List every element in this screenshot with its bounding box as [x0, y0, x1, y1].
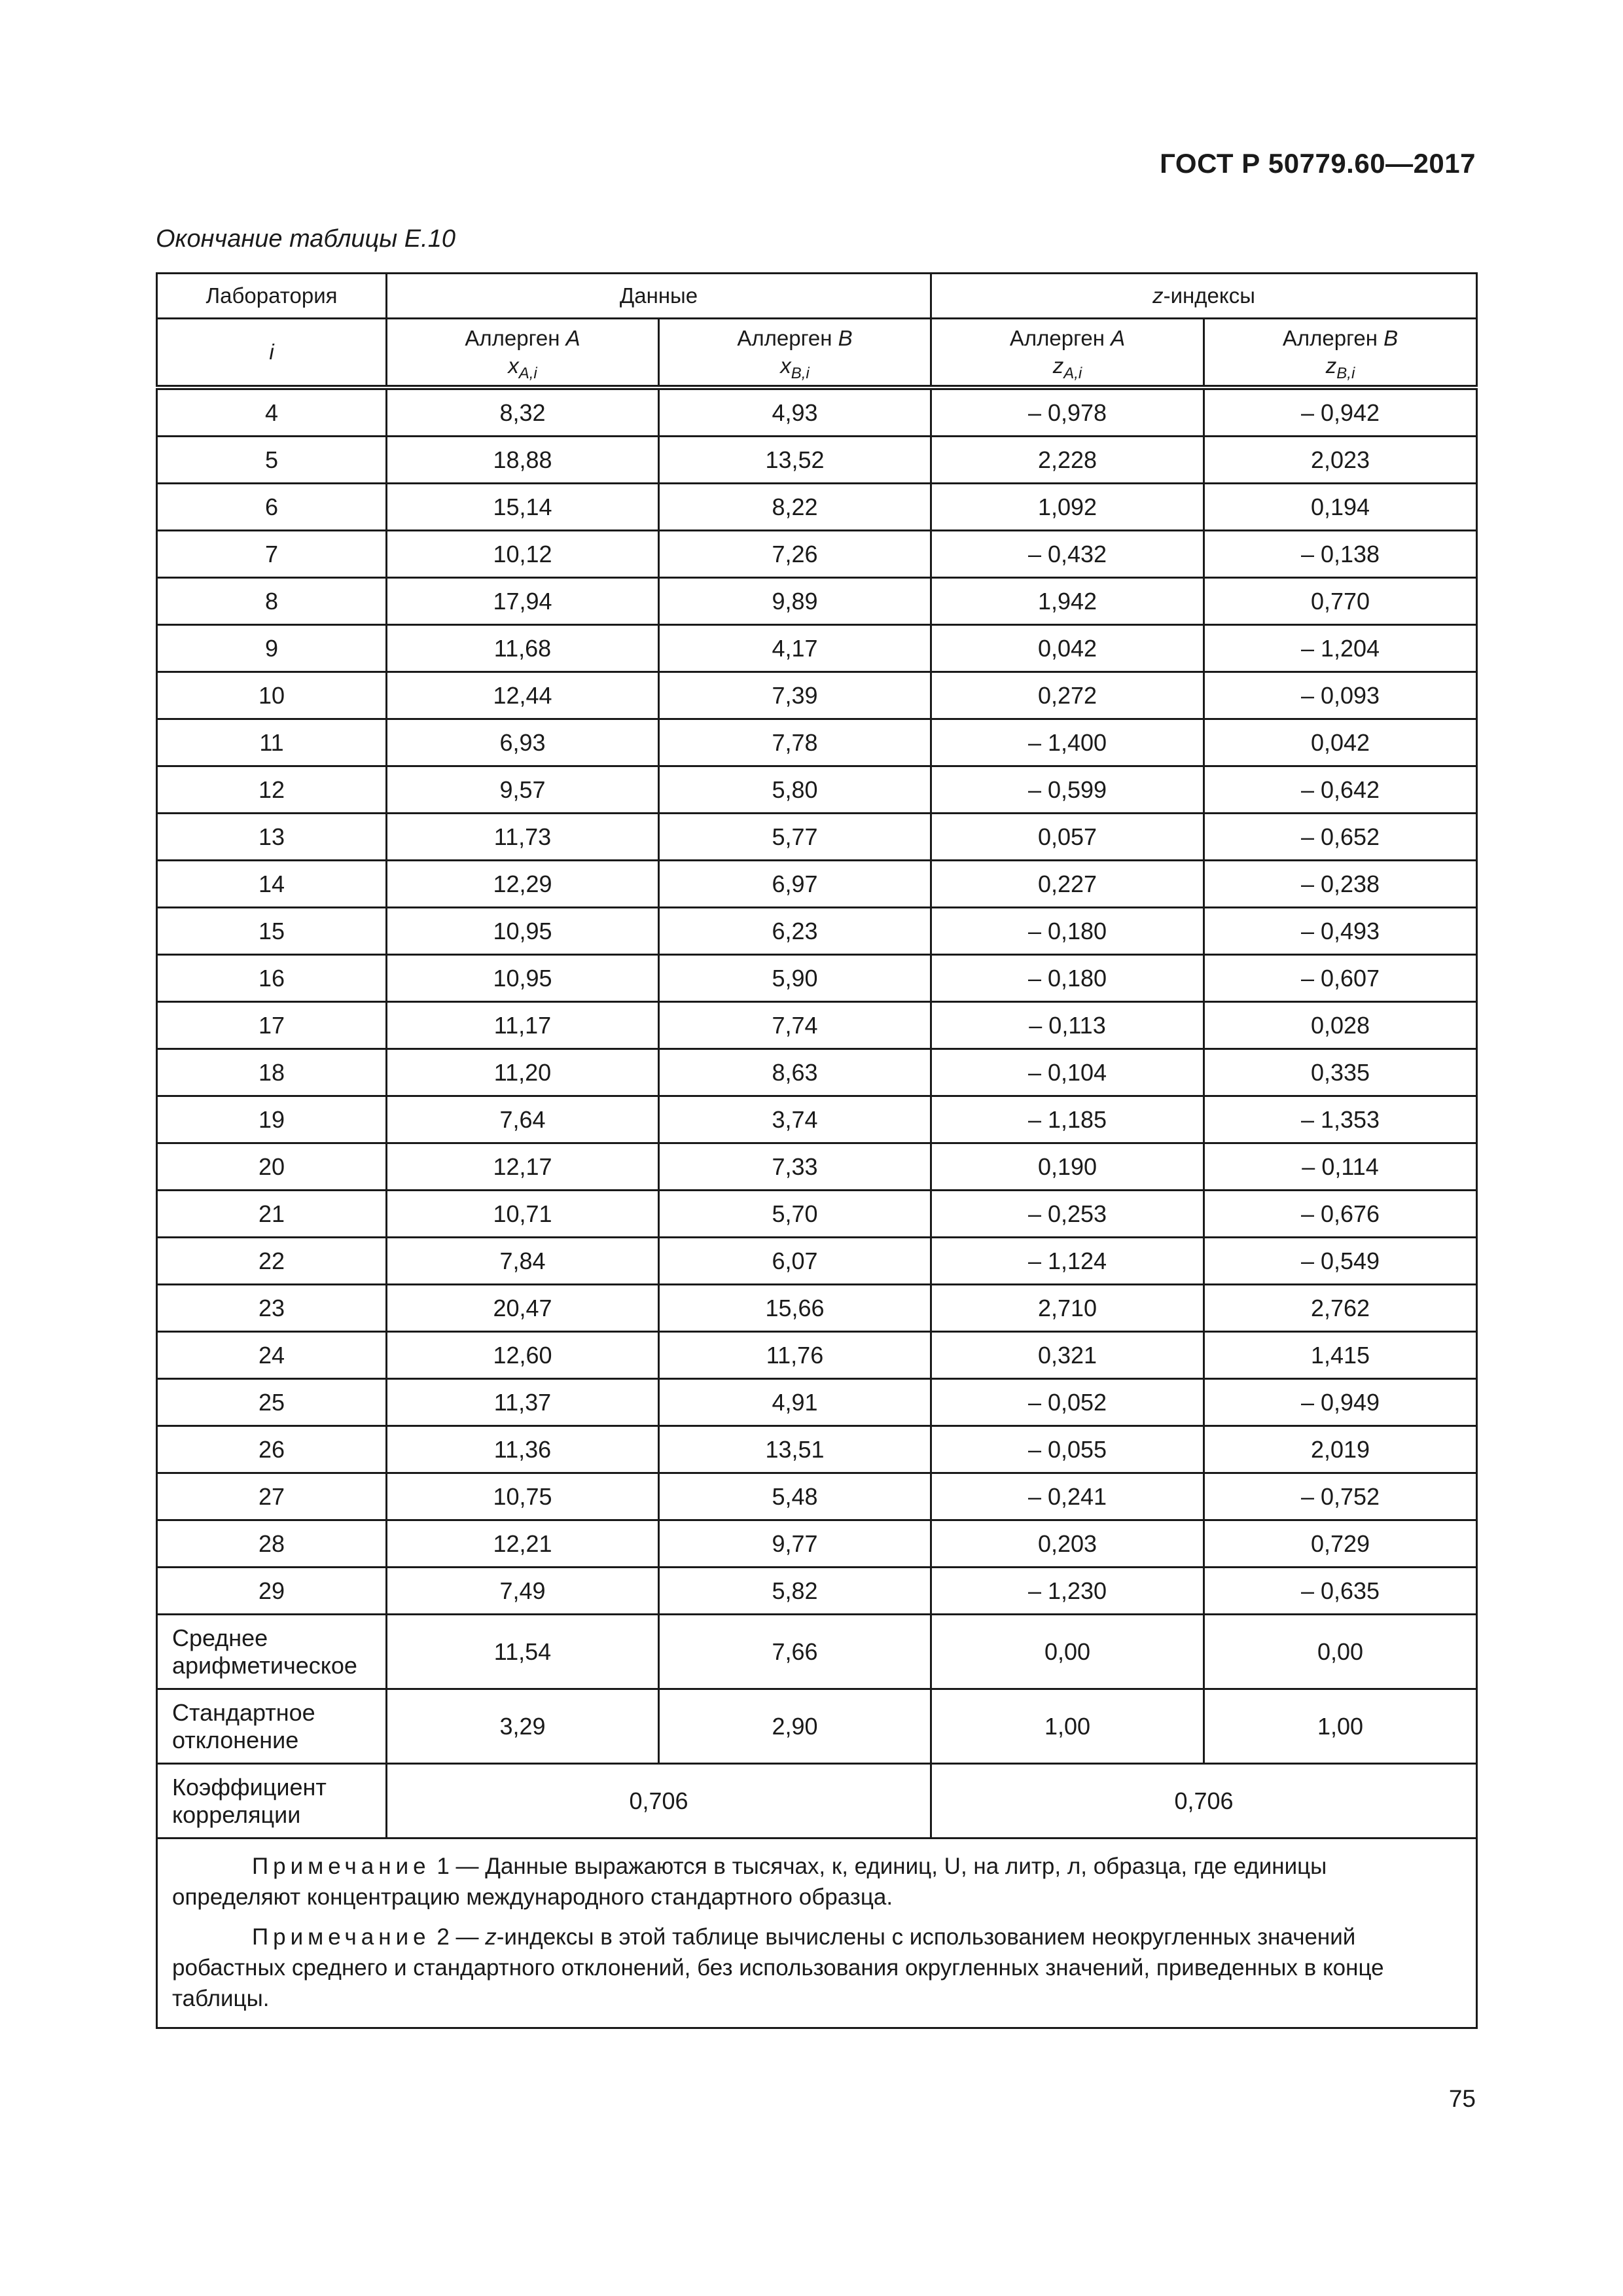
header-row-columns — [157, 319, 1477, 388]
summary-label — [157, 1615, 387, 1689]
table-cell: – 0,052 — [931, 1379, 1204, 1426]
table-cell: 24 — [157, 1332, 387, 1379]
table-cell: 0,321 — [931, 1332, 1204, 1379]
table-cell: 1,942 — [931, 578, 1204, 625]
table-cell: 0,190 — [931, 1143, 1204, 1191]
table-cell: 12,29 — [387, 861, 659, 908]
table-cell: 11,73 — [387, 814, 659, 861]
allergen-word: Аллерген — [1282, 326, 1378, 350]
table-row — [157, 1191, 1477, 1238]
table-cell: 20 — [157, 1143, 387, 1191]
table-cell: – 0,093 — [1204, 672, 1477, 719]
table-cell: 1,00 — [1204, 1689, 1477, 1764]
table-cell: 5,77 — [659, 814, 931, 861]
table-cell: 8,32 — [387, 387, 659, 437]
table-cell: 8,63 — [659, 1049, 931, 1096]
table-cell: 7,84 — [387, 1238, 659, 1285]
subscript: B,i — [791, 365, 810, 382]
note-text: — Данные выражаются в тысячах, к, единиц, U, на литр, л, образца, где единицы определяют концентрацию международного стандартного образца. — [172, 1854, 1327, 1910]
table-cell: – 1,400 — [931, 719, 1204, 766]
table-cell: 13 — [157, 814, 387, 861]
notes-row — [157, 1839, 1477, 2028]
table-cell: 7 — [157, 531, 387, 578]
table-cell: 8,22 — [659, 484, 931, 531]
table-cell: 7,49 — [387, 1568, 659, 1615]
table-cell: 6,97 — [659, 861, 931, 908]
note-number: 1 — [430, 1854, 450, 1879]
table-cell: – 0,676 — [1204, 1191, 1477, 1238]
summary-label — [157, 1689, 387, 1764]
header-x-b-symbol — [660, 352, 930, 380]
table-cell: 0,227 — [931, 861, 1204, 908]
label-line: Коэффициент — [172, 1773, 327, 1801]
note-label: Примечание — [252, 1924, 431, 1950]
table-cell: 10,71 — [387, 1191, 659, 1238]
table-cell: 7,78 — [659, 719, 931, 766]
table-cell: 0,042 — [1204, 719, 1477, 766]
table-cell: 12 — [157, 766, 387, 814]
header-lab: Лаборатория — [157, 274, 387, 319]
table-cell: 20,47 — [387, 1285, 659, 1332]
table-cell: 7,39 — [659, 672, 931, 719]
table-row — [157, 1520, 1477, 1568]
allergen-letter: B — [838, 326, 853, 350]
table-cell: 0,00 — [1204, 1615, 1477, 1689]
z-symbol: z — [1152, 283, 1164, 308]
table-row — [157, 1568, 1477, 1615]
table-cell: 0,770 — [1204, 578, 1477, 625]
table-cell: 7,26 — [659, 531, 931, 578]
table-cell: 0,706 — [931, 1764, 1477, 1839]
x-symbol: x — [780, 353, 791, 378]
x-symbol: x — [508, 353, 519, 378]
table-cell: 16 — [157, 955, 387, 1002]
table-cell: – 0,138 — [1204, 531, 1477, 578]
header-x-a-symbol — [387, 352, 658, 380]
header-x-a — [387, 319, 659, 388]
table-cell: 7,74 — [659, 1002, 931, 1049]
table-row — [157, 766, 1477, 814]
table-cell: 4 — [157, 387, 387, 437]
table-cell: 6,07 — [659, 1238, 931, 1285]
table-cell: 13,51 — [659, 1426, 931, 1473]
table-cell: – 0,978 — [931, 387, 1204, 437]
table-cell: 0,042 — [931, 625, 1204, 672]
table-cell: – 0,180 — [931, 955, 1204, 1002]
table-cell: 12,17 — [387, 1143, 659, 1191]
table-row — [157, 531, 1477, 578]
note-2 — [172, 1922, 1461, 2014]
table-cell: 5,48 — [659, 1473, 931, 1520]
table-row — [157, 625, 1477, 672]
table-cell: – 0,104 — [931, 1049, 1204, 1096]
table-cell: 1,092 — [931, 484, 1204, 531]
table-cell: 19 — [157, 1096, 387, 1143]
table-cell: – 0,113 — [931, 1002, 1204, 1049]
table-cell: 23 — [157, 1285, 387, 1332]
table-cell: – 1,185 — [931, 1096, 1204, 1143]
table-cell: 1,00 — [931, 1689, 1204, 1764]
table-row — [157, 861, 1477, 908]
summary-row-mean — [157, 1615, 1477, 1689]
note-text: -индексы в этой таблице вычислены с использованием неокругленных значений робастных среднего и стандартного отклонений, без использования округленных значений, приведенных в конце таблицы. — [172, 1924, 1384, 2011]
table-cell: 27 — [157, 1473, 387, 1520]
table-cell: 6 — [157, 484, 387, 531]
notes-cell — [157, 1839, 1477, 2028]
table-row — [157, 1002, 1477, 1049]
table-cell: 18,88 — [387, 437, 659, 484]
table-cell: 4,17 — [659, 625, 931, 672]
allergen-word: Аллерген — [1009, 326, 1105, 350]
table-cell: 10 — [157, 672, 387, 719]
header-x-b — [659, 319, 931, 388]
table-cell: – 1,230 — [931, 1568, 1204, 1615]
table-cell: 22 — [157, 1238, 387, 1285]
subscript: B,i — [1336, 365, 1355, 382]
table-cell: – 0,114 — [1204, 1143, 1477, 1191]
summary-row-correlation — [157, 1764, 1477, 1839]
z-symbol: z — [485, 1924, 497, 1950]
header-data-group: Данные — [387, 274, 931, 319]
table-cell: 15,14 — [387, 484, 659, 531]
table-cell: – 1,353 — [1204, 1096, 1477, 1143]
table-cell: 17,94 — [387, 578, 659, 625]
results-table — [156, 272, 1478, 2029]
table-row — [157, 1238, 1477, 1285]
table-cell: 5,80 — [659, 766, 931, 814]
allergen-letter: A — [1111, 326, 1126, 350]
table-cell: 12,60 — [387, 1332, 659, 1379]
table-cell: 29 — [157, 1568, 387, 1615]
table-cell: – 0,607 — [1204, 955, 1477, 1002]
table-cell: 2,710 — [931, 1285, 1204, 1332]
allergen-letter: B — [1383, 326, 1399, 350]
table-cell: – 0,549 — [1204, 1238, 1477, 1285]
table-cell: 5,82 — [659, 1568, 931, 1615]
table-cell: 21 — [157, 1191, 387, 1238]
label-line: корреляции — [172, 1801, 301, 1828]
table-cell: – 0,752 — [1204, 1473, 1477, 1520]
table-cell: 4,91 — [659, 1379, 931, 1426]
label-line: отклонение — [172, 1726, 299, 1753]
table-cell: 5,70 — [659, 1191, 931, 1238]
table-cell: 12,21 — [387, 1520, 659, 1568]
table-cell: 0,335 — [1204, 1049, 1477, 1096]
table-cell: 0,706 — [387, 1764, 931, 1839]
table-cell: 28 — [157, 1520, 387, 1568]
table-cell: – 0,942 — [1204, 387, 1477, 437]
table-row — [157, 1096, 1477, 1143]
table-row — [157, 1379, 1477, 1426]
table-cell: 0,203 — [931, 1520, 1204, 1568]
table-cell: 0,057 — [931, 814, 1204, 861]
table-row — [157, 1285, 1477, 1332]
z-symbol: z — [1052, 353, 1064, 378]
index-symbol: i — [269, 340, 274, 364]
table-cell: – 0,180 — [931, 908, 1204, 955]
table-cell: 5 — [157, 437, 387, 484]
table-cell: – 0,253 — [931, 1191, 1204, 1238]
table-cell: 9,89 — [659, 578, 931, 625]
table-cell: – 1,124 — [931, 1238, 1204, 1285]
label-line: Стандартное — [172, 1698, 315, 1726]
table-cell: – 0,599 — [931, 766, 1204, 814]
table-cell: 3,29 — [387, 1689, 659, 1764]
summary-label — [157, 1764, 387, 1839]
table-cell: 18 — [157, 1049, 387, 1096]
table-cell: – 0,652 — [1204, 814, 1477, 861]
table-cell: 6,23 — [659, 908, 931, 955]
table-cell: – 0,241 — [931, 1473, 1204, 1520]
table-row — [157, 719, 1477, 766]
table-cell: 11,68 — [387, 625, 659, 672]
table-cell: 0,272 — [931, 672, 1204, 719]
table-cell: 9 — [157, 625, 387, 672]
table-row — [157, 387, 1477, 437]
table-cell: 5,90 — [659, 955, 931, 1002]
allergen-word: Аллерген — [737, 326, 832, 350]
table-cell: 6,93 — [387, 719, 659, 766]
subscript: A,i — [518, 365, 537, 382]
table-cell: – 1,204 — [1204, 625, 1477, 672]
table-row — [157, 1473, 1477, 1520]
table-cell: – 0,238 — [1204, 861, 1477, 908]
table-cell: 2,023 — [1204, 437, 1477, 484]
table-cell: 13,52 — [659, 437, 931, 484]
table-row — [157, 814, 1477, 861]
table-cell: 7,64 — [387, 1096, 659, 1143]
label-line: арифметическое — [172, 1651, 357, 1679]
table-cell: 8 — [157, 578, 387, 625]
note-label: Примечание — [252, 1854, 431, 1879]
header-z-group — [931, 274, 1477, 319]
summary-row-sd — [157, 1689, 1477, 1764]
table-cell: 9,57 — [387, 766, 659, 814]
table-cell: 11,76 — [659, 1332, 931, 1379]
table-cell: 9,77 — [659, 1520, 931, 1568]
table-cell: 2,228 — [931, 437, 1204, 484]
header-x-a-title — [387, 325, 658, 352]
z-symbol: z — [1325, 353, 1337, 378]
table-row — [157, 1049, 1477, 1096]
table-cell: – 0,949 — [1204, 1379, 1477, 1426]
table-cell: – 0,493 — [1204, 908, 1477, 955]
header-z-b-title — [1205, 325, 1476, 352]
table-cell: 15,66 — [659, 1285, 931, 1332]
table-row — [157, 578, 1477, 625]
table-cell: 1,415 — [1204, 1332, 1477, 1379]
table-caption: Окончание таблицы Е.10 — [156, 225, 455, 253]
table-row — [157, 955, 1477, 1002]
table-row — [157, 1143, 1477, 1191]
table-cell: 3,74 — [659, 1096, 931, 1143]
table-cell: 10,95 — [387, 955, 659, 1002]
table-cell: 0,194 — [1204, 484, 1477, 531]
table-row — [157, 1332, 1477, 1379]
z-group-suffix: -индексы — [1163, 283, 1255, 308]
table-cell: – 0,635 — [1204, 1568, 1477, 1615]
header-z-a-symbol — [932, 352, 1203, 380]
table-row — [157, 908, 1477, 955]
table-cell: 2,90 — [659, 1689, 931, 1764]
note-1 — [172, 1851, 1461, 1912]
table-cell: 0,729 — [1204, 1520, 1477, 1568]
table-cell: 4,93 — [659, 387, 931, 437]
table-cell: 10,12 — [387, 531, 659, 578]
table-cell: 11 — [157, 719, 387, 766]
table-cell: 2,019 — [1204, 1426, 1477, 1473]
table-cell: 11,20 — [387, 1049, 659, 1096]
allergen-letter: A — [565, 326, 580, 350]
table-row — [157, 672, 1477, 719]
header-z-a-title — [932, 325, 1203, 352]
header-x-b-title — [660, 325, 930, 352]
table-cell: – 0,432 — [931, 531, 1204, 578]
header-z-a — [931, 319, 1204, 388]
table-cell: 11,54 — [387, 1615, 659, 1689]
table-cell: 26 — [157, 1426, 387, 1473]
table-cell: 0,00 — [931, 1615, 1204, 1689]
table-cell: 12,44 — [387, 672, 659, 719]
page-number: 75 — [1448, 2085, 1476, 2112]
table-cell: 10,95 — [387, 908, 659, 955]
data-rows — [157, 387, 1477, 1615]
table-cell: 25 — [157, 1379, 387, 1426]
table-row — [157, 437, 1477, 484]
header-index — [157, 319, 387, 388]
header-z-b — [1204, 319, 1477, 388]
table-cell: 10,75 — [387, 1473, 659, 1520]
table-cell: 7,33 — [659, 1143, 931, 1191]
note-dash: — — [449, 1924, 486, 1950]
table-cell: 14 — [157, 861, 387, 908]
subscript: A,i — [1063, 365, 1082, 382]
table-row — [157, 1426, 1477, 1473]
table-cell: 7,66 — [659, 1615, 931, 1689]
standard-code: ГОСТ Р 50779.60—2017 — [1160, 148, 1476, 179]
header-row-groups — [157, 274, 1477, 319]
allergen-word: Аллерген — [465, 326, 560, 350]
table-cell: 2,762 — [1204, 1285, 1477, 1332]
table-cell: 0,028 — [1204, 1002, 1477, 1049]
table-cell: – 0,055 — [931, 1426, 1204, 1473]
table-row — [157, 484, 1477, 531]
table-cell: 11,17 — [387, 1002, 659, 1049]
header-z-b-symbol — [1205, 352, 1476, 380]
table-cell: 11,37 — [387, 1379, 659, 1426]
table-cell: – 0,642 — [1204, 766, 1477, 814]
label-line: Среднее — [172, 1624, 268, 1651]
table-cell: 17 — [157, 1002, 387, 1049]
table-cell: 11,36 — [387, 1426, 659, 1473]
note-number: 2 — [430, 1924, 450, 1950]
table-cell: 15 — [157, 908, 387, 955]
